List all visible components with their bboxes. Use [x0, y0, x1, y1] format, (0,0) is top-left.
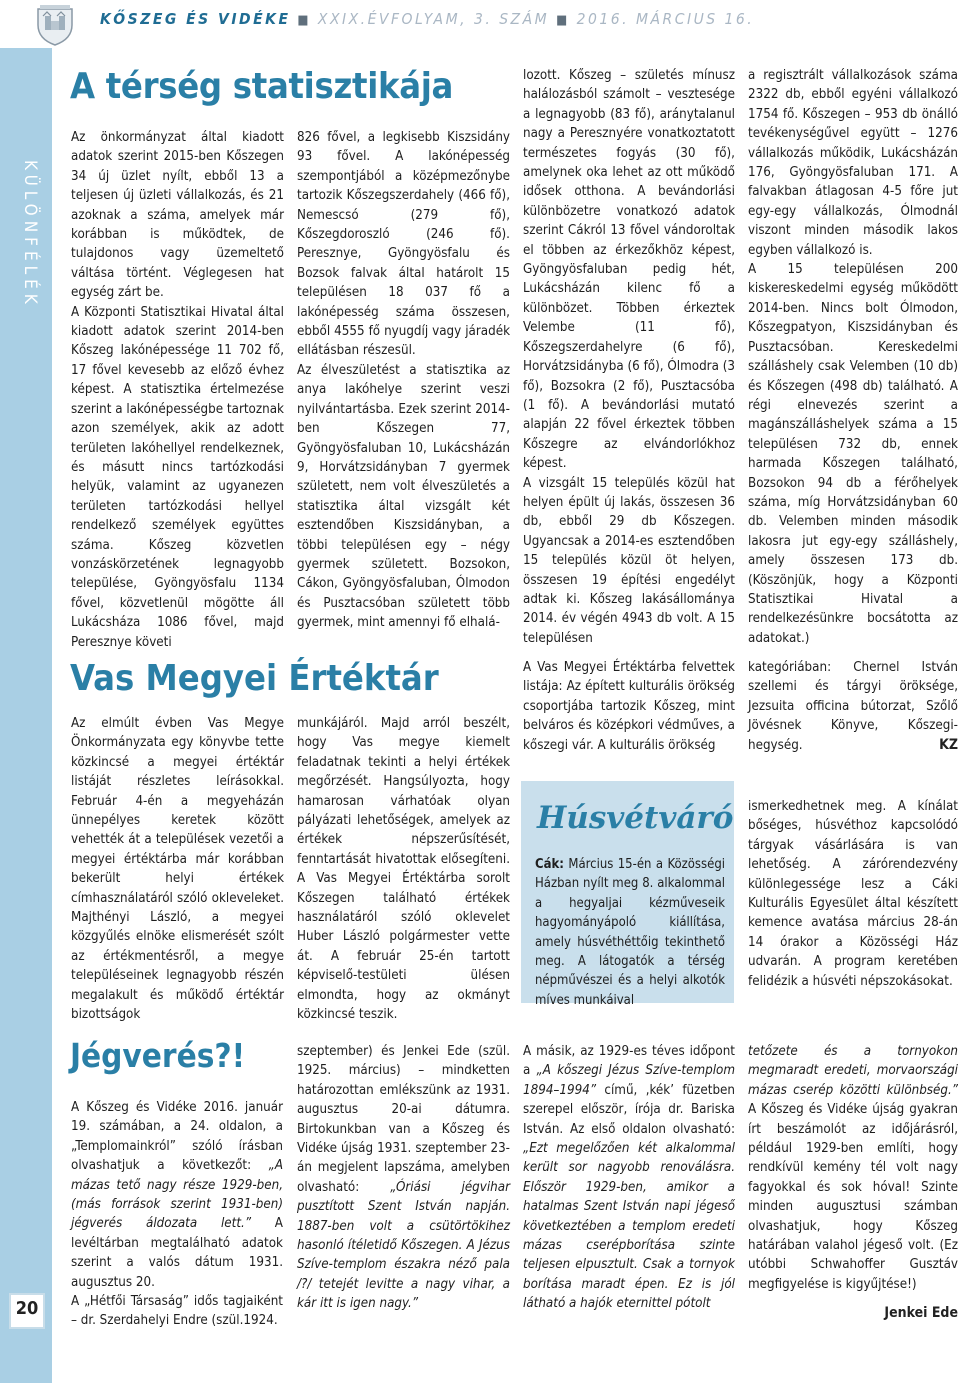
ertektar-column-4: kategóriában: Chernel István szellemi és tárgyi öröksége, Jezsuita officina bútorzat, Szőlő Jövésnek Könyve, Kőszegi-hegység.: [748, 660, 958, 753]
article-title-statistics: A térség statisztikája: [70, 66, 454, 107]
easter-column-1: [535, 855, 725, 1010]
masthead-text: [100, 10, 754, 28]
jegveres-text-2: A levéltárban megtalálható adatok szerint a valós dátum 1931. augusztus 20. A „Hétfői Társaság” idős tagjaiként – dr. Szerdahelyi Endre (szül.1924.: [71, 1216, 283, 1329]
jegveres-text-6: A Kőszeg és Vidéke újság gyakran írt beszámolót az időjárásról, például 1929-ben említi, hogy rendkívül kemény tél volt nagy fagyokkal és sok hóval! Szinte minden augusztusi számban olvashatjuk, hogy Kőszeg határában valahol jégeső volt. (Ez utóbbi Schwahoffer Gusztáv megfigyelése is kigyűjtése!): [748, 1102, 958, 1292]
jegveres-text-1: A Kőszeg és Vidéke 2016. január 19. számában, a 24. oldalon, a „Templomainkról” szóló írásban olvashatjuk a következőt:: [71, 1100, 283, 1174]
statistics-column-4: a regisztrált vállalkozások száma 2322 db, ebből egyéni vállalkozó 1754 fő. Kőszegen – 953 db önálló tevékenységűvel együtt – 1276 vállalkozás működik, Lukácsházán 176, Gyöngyösfaluban 171. A falvakban átlagosan 4-5 főre jut egy-egy vállalkozás, Ólmodnál viszont minden második lakos egyben vállalkozó is. A 15 településen 200 kiskereskedelmi egység működött 2014-ben. Nincs bolt Ólmodon, Kőszegpatyon, Kiszsidányban és Pusztacsóban. Kereskedelmi szálláshely csak Velemben (10 db) és Kőszegen (498 db) található. A régi elnevezés szerint a magánszálláshelyek száma a 15 településen 732 db, ennek harmada Kőszegen található, Bozsokon 94 db a férőhelyek száma, míg Horvátzsidányban 60 db. Velemben minden második lakosra jut egy-egy szálláshely, amely összesen 173 db. (Köszönjük, hogy a Központi Statisztikai Hivatal a rendelkezésünkre bocsátotta az adatokat.): [748, 68, 958, 646]
page-number: 20: [15, 1298, 39, 1319]
jegveres-quote-2: „Óriási jégvihar pusztított Szent István napján. 1887-ben volt a csütörtökihez hasonló ítéletidő Kőszegen. A Jézus Szíve-templom északra néző pala /?/ tetejét levitte a nagy vihar, a kár itt is igen nagy.”: [297, 1179, 511, 1312]
ertektar-signature: KZ: [939, 737, 958, 753]
jegveres-text-3: szeptember) és Jenkei Ede (szül. 1925. március) – mindketten határozottan emlékszünk az 1931. augusztus 20-ai dátumra. Birtokunkban van a Kőszeg és Vidéke újság 1931. szeptember 23-án megjelent lapszáma, amelyben olvasható:: [297, 1044, 510, 1195]
crest-logo-icon: [34, 3, 76, 47]
statistics-column-2: 826 fővel, a legkisebb Kiszsidány 93 fővel. A lakónépesség szempontjából a középmezőnybe tartozik Kőszegszerdahely (466 fő), Nemescsó (279 fő), Kőszegdoroszló (246 fő). Peresznye, Gyöngyösfalu és Bozsok falvak által határolt 15 településen 18 037 fő a lakónépesség száma összesen, ebből 4555 fő nyugdíj vagy járadék ellátásban részesül. Az élveszületést a statisztika az anya lakóhelye szerint veszi nyilvántartásba. Ezek szerint 2014-ben Kőszegen 77, Gyöngyösfaluban 10, Lukácsházán 9, Horvátzsidányban 7 gyermek született, nem volt élveszületés a statisztika által vizsgált két esztendőben Kiszsidányban, a többi településen egy – négy gyermek született. Bozsokon, Cákon, Gyöngyösfaluban, Ólmodon és Pusztacsóban született több gyermek, mint amennyi fő elhalá-: [297, 130, 510, 631]
issue-date: 2016. MÁRCIUS 16.: [576, 10, 755, 28]
ertektar-column-1: Az elmúlt évben Vas Megye Önkormányzata egy könyvbe tette közkincsé a megyei értéktár listáját részletes leírásokkal. Február 4-én a megyeházán ünnepélyes keretek között vehették át a települések vezetői a megyei értéktárba már korábban bekerült helyi értékek címhasználatáról szóló okleveleket. Majthényi László, a megyei közgyűlés elnöke elismerését szólt az értékmentésről, a megye településeinek legnagyobb részén megalakult és működő értéktár bizottságok: [71, 716, 284, 1023]
jegveres-quote-1: „A mázas tető nagy része 1929-ben, (más források szerint 1931-ben) jégverés áldozata lett.”: [71, 1158, 283, 1232]
ertektar-column-3: A Vas Megyei Értéktárba felvettek listája: Az épített kulturális örökség csoportjába tartozik Kőszeg, mint belváros és középkori védműves, a kőszegi vár. A kulturális örökség: [523, 660, 735, 753]
jegveres-column-4: [748, 1042, 958, 1294]
article-title-jegveres: Jégverés?!: [70, 1036, 246, 1075]
jegveres-text-4: A másik, az 1929-es téves időpont a: [523, 1044, 735, 1079]
article-title-husvetvaro: Húsvétváró: [537, 800, 734, 836]
jegveres-booklet-title: „A kőszegi Jézus Szíve-templom 1894–1994”: [523, 1063, 735, 1098]
jegveres-quote-4: tetőzete és a tornyokon megmaradt eredeti, morvaországi mázas cserép közötti különbség.”: [748, 1044, 958, 1098]
section-label: KÜLÖNFÉLÉK: [20, 160, 40, 309]
easter-place-label: Cák:: [535, 857, 564, 872]
jegveres-column-2: [297, 1042, 510, 1314]
separator-icon: ■: [556, 13, 570, 28]
statistics-column-1: Az önkormányzat által kiadott adatok szerint 2015-ben Kőszegen 34 új üzlet nyílt, ebből 13 a teljesen új üzleti vállalkozás, és 21 azoknak a száma, amelyek már korábban is működtek, de tulajdonos vagy üzemeltető váltása történt. Véglegesen hat egység zárt be. A Központi Statisztikai Hivatal által kiadott adatok szerint 2014-ben Kőszeg lakónépessége 11 702 fő, 17 fővel kevesebb az előző évhez képest. A statisztika értelmezése szerint a lakónépességbe tartoznak azon személyek, akik az adott területen lakóhellyel rendelkeznek, és másutt nincs tartózkodási helyük, valamint az ugyanezen területen tartózkodási hellyel rendelkező személyek együttes száma. Kőszeg közvetlen vonzáskörzetének legnagyobb települése, Gyöngyösfalu 1134 fővel, közvetlenül mögötte áll Lukácsháza 1086 fővel, majd Peresznye követi: [71, 130, 284, 650]
separator-icon: ■: [297, 13, 311, 28]
statistics-column-3: lozott. Kőszeg – születés mínusz halálozásból számolt – vesztesége a legnagyobb (83 fő), aránytalanul nagy a Peresznyére vonatkoztatott természetes fogyás (30 fő), amelynek oka lehet az ott működő idősek otthona. A bevándorlási különbözetre vonatkozó adatok szerint Cákról 13 fővel vándoroltak el többen az érkezőkhöz képest, Gyöngyösfaluban pedig hét, Lukácsházán kilenc fő a különbözet. Többen érkeztek Velembe (11 fő), Kőszegszerdahelyre (6 fő), Horvátzsidányba (6 fő), Ólmodra (3 fő), Bozsokra (2 fő), Pusztacsóba (1 fő). A bevándorlási mutató alapján 22 fővel érkeztek többen Kőszegre az elvándorlókhoz képest. A vizsgált 15 település közül hat helyen épült új lakás, összesen 36 db, ebből 29 db Kőszegen. Ugyancsak a 2014-es esztendőben 15 település közül öt helyen, összesen 19 építési engedélyt adtak ki. Kőszeg lakásállománya 2014. év végén 4943 db volt. A 15 településen: [523, 68, 735, 646]
article-title-ertektar: Vas Megyei Értéktár: [70, 658, 439, 699]
easter-column-2: ismerkedhetnek meg. A kínálat bőséges, húsvéthoz kapcsolódó tárgyak vásárlására is van lehetőség. A zárórendezvény különlegessége lesz a Cáki Kulturális Egyesület által készített kemence avatása március 28-án 14 órakor a Közösségi Ház udvarán. A program keretében felidézik a húsvéti népszokásokat.: [748, 799, 958, 989]
easter-text-1: Március 15-én a Közösségi Házban nyílt meg 8. alkalommal a hegyaljai kézműveseik hagyományápoló kiállítása, amely húsvéthéttőig tekinthető meg. A látogatók a térség népművészei és a helyi alkotók míves munkáival: [535, 857, 725, 1008]
volume-info: XXIX.ÉVFOLYAM, 3. SZÁM: [317, 10, 550, 28]
jegveres-quote-3: „Ezt megelőzően két alkalommal került sor nagyobb renoválásra. Először 1929-ben, amikor a hatalmas Szent István napi jégeső következtében a templom eredeti mázas cserépborítása szinte teljesen elpusztult. Csak a tornyok borítása maradt épen. Ez is jól látható a hajók eternittel pótolt: [523, 1141, 735, 1312]
jegveres-column-3: [523, 1042, 735, 1314]
newspaper-title: KŐSZEG ÉS VIDÉKE: [100, 10, 291, 28]
jegveres-column-1: [71, 1098, 283, 1331]
jegveres-signature: Jenkei Ede: [884, 1305, 958, 1321]
ertektar-column-2: munkájáról. Majd arról beszélt, hogy Vas megye kiemelt feladatnak tekinti a helyi értékek megőrzését. Hangsúlyozta, hogy hamarosan várhatóak olyan pályázati lehetőségek, amelyek az értékek népszerűsítését, fenntartását hivatottak elősegíteni. A Vas Megyei Értéktárba sorolt Kőszegen található értékek használatáról szóló oklevelet Huber László polgármester vette át. A február 25-én tartott képviselő-testületi ülésen elmondta, hogy az okmányt közkincsé teszik.: [297, 716, 510, 1023]
jegveres-text-5: című, ‚kék’ füzetben szerepel először, írója dr. Bariska István. Az első oldalon olvasható:: [523, 1082, 735, 1137]
